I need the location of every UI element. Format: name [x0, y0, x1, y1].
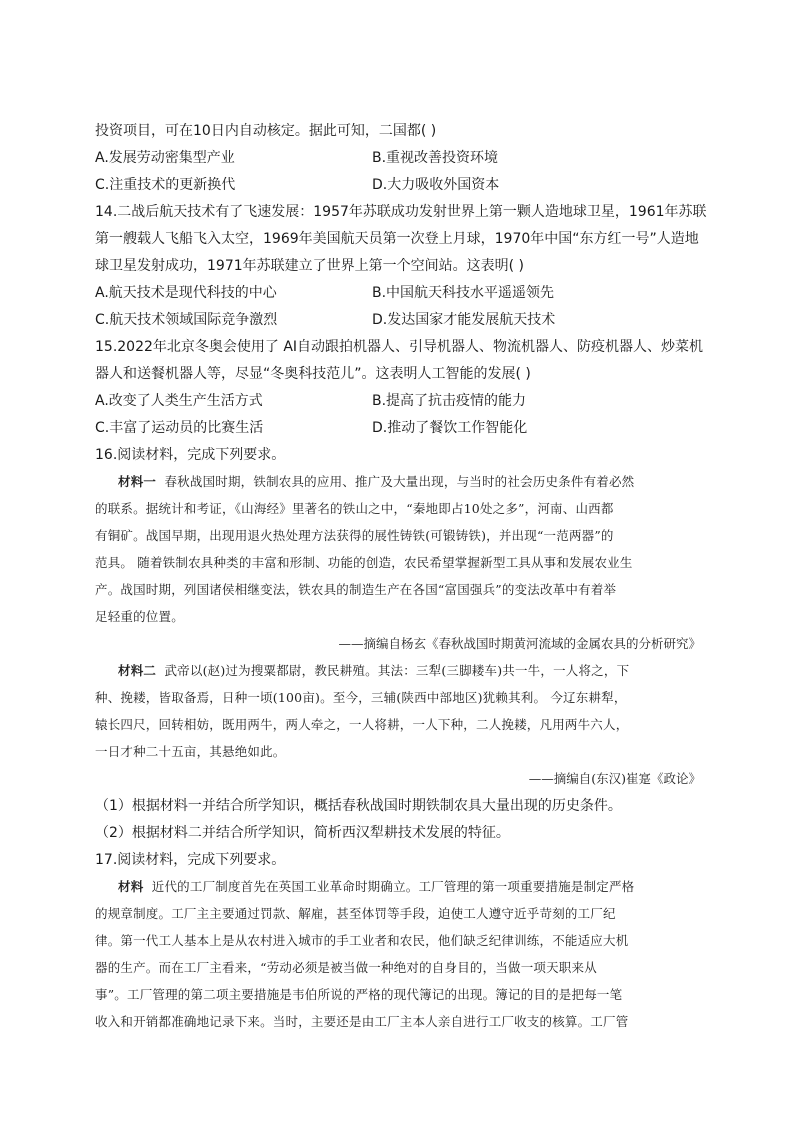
q16-material2-lead: 材料二 — [118, 663, 157, 678]
q13-option-a: A.发展劳动密集型产业 — [95, 150, 235, 166]
q16-material1-source: ——摘编自杨玄《春秋战国时期黄河流域的金属农具的分析研究》 — [338, 636, 701, 651]
q16-material1-line: 范具。 随着铁制农具种类的丰富和形制、功能的创造，农民希望掌握新型工具从事和发展农业生 — [95, 555, 633, 570]
q16-material1-line: 有铜矿。战国早期，出现用退火热处理方法获得的展性铸铁(可锻铸铁)，并出现“一范两器”的 — [95, 528, 614, 543]
q14-stem-line: 第一艘载人飞船飞入太空，1969年美国航天员第一次登上月球，1970年中国“东方红一号”人造地 — [95, 231, 699, 247]
q16-material1-line — [118, 472, 634, 492]
q17-material-line: 的规章制度。工厂主主要通过罚款、解雇，甚至体罚等手段，迫使工人遵守近乎苛刻的工厂纪 — [95, 906, 616, 921]
q16-material1-line: 的联系。据统计和考证，《山海经》里著名的铁山之中，“秦地即占10处之多”，河南、山西都 — [95, 501, 614, 516]
q16-material2-line: 辕长四尺，回转相妨，既用两牛，两人牵之，一人将耕，一人下种，二人挽耧，凡用两牛六人， — [95, 717, 629, 732]
q16-material1-line: 产。战国时期，列国诸侯相继变法，铁农具的制造生产在各国“富国强兵”的变法改革中有着举 — [95, 582, 617, 597]
q16-material2-line: 一日才种二十五亩，其悬绝如此。 — [95, 744, 286, 759]
q15-option-b: B.提高了抗击疫情的能力 — [372, 393, 527, 409]
q17-title: 17.阅读材料，完成下列要求。 — [95, 852, 286, 868]
q14-stem-line: 14.二战后航天技术有了飞速发展：1957年苏联成功发射世界上第一颗人造地球卫星，1961年苏联 — [95, 204, 707, 220]
q15-option-c: C.丰富了运动员的比赛生活 — [95, 420, 264, 436]
q16-material1-lead: 材料一 — [118, 474, 157, 489]
q15-option-d: D.推动了餐饮工作智能化 — [372, 420, 528, 436]
q17-material-line: 律。第一代工人基本上是从农村进入城市的手工业者和农民，他们缺乏纪律训练，不能适应大机 — [95, 933, 629, 948]
q16-material2-line: 种、挽耧，皆取备焉，日种一顷(100亩)。至今，三辅(陕西中部地区)犹赖其利。 今辽东耕犁， — [95, 690, 627, 705]
q17-material-lead: 材料 — [118, 879, 144, 894]
q14-option-b: B.中国航天科技水平遥遥领先 — [372, 285, 555, 301]
q13-option-d: D.大力吸收外国资本 — [372, 177, 500, 193]
q15-option-a: A.改变了人类生产生活方式 — [95, 393, 263, 409]
q15-stem-line: 15.2022年北京冬奥会使用了 AI自动跟拍机器人、引导机器人、物流机器人、防疫机器人、炒菜机 — [95, 339, 704, 355]
q16-material1-line: 足轻重的位置。 — [95, 609, 184, 624]
q16-requirement-1: （1）根据材料一并结合所学知识，概括春秋战国时期铁制农具大量出现的历史条件。 — [95, 798, 622, 814]
q17-material-line: 收入和开销都准确地记录下来。当时，主要还是由工厂主本人亲自进行工厂收支的核算。工厂管 — [95, 1014, 629, 1029]
q17-material-line: 事”。工厂管理的第二项主要措施是韦伯所说的严格的现代簿记的出现。簿记的目的是把每一笔 — [95, 987, 623, 1002]
q16-material1-text: 春秋战国时期，铁制农具的应用、推广及大量出现，与当时的社会历史条件有着必然 — [164, 474, 635, 489]
q13-option-b: B.重视改善投资环境 — [372, 150, 499, 166]
q16-title: 16.阅读材料，完成下列要求。 — [95, 447, 286, 463]
q14-option-c: C.航天技术领域国际竞争激烈 — [95, 312, 278, 328]
q17-material-line — [118, 877, 634, 897]
q13-option-c: C.注重技术的更新换代 — [95, 177, 236, 193]
q15-stem-line: 器人和送餐机器人等，尽显“冬奥科技范儿”。这表明人工智能的发展( ) — [95, 366, 531, 382]
q14-option-d: D.发达国家才能发展航天技术 — [372, 312, 556, 328]
q14-stem-line: 球卫星发射成功，1971年苏联建立了世界上第一个空间站。这表明( ) — [95, 258, 525, 274]
q17-material-line: 器的生产。而在工厂主看来，“劳动必须是被当做一种绝对的自身目的，当做一项天职来从 — [95, 960, 597, 975]
q16-material2-line — [118, 661, 629, 681]
q13-stem-tail: 投资项目，可在10日内自动核定。据此可知，二国都( ) — [95, 123, 437, 139]
q14-option-a: A.航天技术是现代科技的中心 — [95, 285, 277, 301]
q16-material2-text: 武帝以(赵)过为搜粟都尉，教民耕殖。其法：三犁(三脚耧车)共一牛，一人将之，下 — [164, 663, 630, 678]
q16-material2-source: ——摘编自(东汉)崔寔《政论》 — [528, 771, 701, 786]
q16-requirement-2: （2）根据材料二并结合所学知识，简析西汉犁耕技术发展的特征。 — [95, 825, 510, 841]
q17-material-text: 近代的工厂制度首先在英国工业革命时期确立。工厂管理的第一项重要措施是制定严格 — [151, 879, 635, 894]
